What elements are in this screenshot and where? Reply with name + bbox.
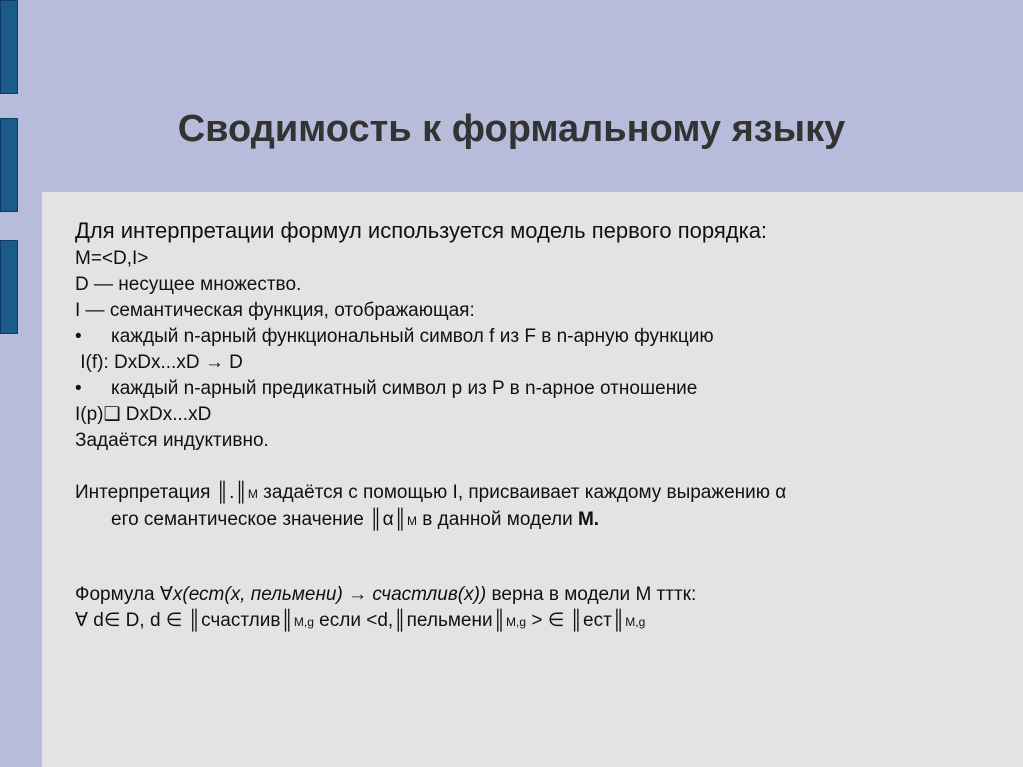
value-text-a: его семантическое значение ║α║ — [111, 509, 408, 530]
interp-text-a: Интерпретация ║.║ — [75, 482, 248, 503]
formula-prefix: Формула — [75, 584, 160, 605]
slide-body — [75, 216, 995, 635]
bullet-item-predicate — [75, 376, 995, 402]
cond-text-c: > ∈ ║ест║ — [526, 610, 626, 631]
slide-title: Сводимость к формальному языку — [177, 108, 846, 150]
interp-text-b: задаётся с помощью I, присваивает каждому выражению α — [257, 482, 787, 503]
interp-sub-a: M — [247, 487, 258, 501]
formula-suffix: верна в модели M тттк: — [486, 584, 697, 605]
line-domain: D — несущее множество. — [75, 274, 302, 295]
model-name: M. — [577, 509, 600, 530]
cond-sub-b: M,g — [506, 615, 527, 629]
line-condition — [75, 608, 995, 635]
line-inductive: Задаётся индуктивно. — [75, 430, 269, 451]
value-text-b: в данной модели — [417, 509, 578, 530]
line-model-intro: Для интерпретации формул используется модель первого порядка: — [75, 218, 768, 243]
formula-expression: ∀x(ест(x, пельмени) → счастлив(x)) — [159, 584, 487, 605]
bullet-item-function — [75, 324, 995, 350]
line-formula — [75, 582, 995, 608]
cond-text-b: если <d,║пельмени║ — [313, 610, 507, 631]
line-model-def: M=<D,I> — [75, 248, 149, 269]
line-semantic-value — [75, 507, 995, 534]
bullet-marker: • — [75, 326, 82, 347]
value-sub: M — [407, 514, 418, 528]
cond-text-a: ∀ d∈ D, d ∈ ║счастлив║ — [75, 610, 294, 631]
cond-sub-a: M,g — [293, 615, 314, 629]
line-function-mapping: I(f): DxDx...xD → D — [75, 352, 243, 373]
left-bar-1 — [0, 0, 18, 94]
bullet-text: каждый n-арный предикатный символ p из P в n-арное отношение — [111, 378, 698, 399]
line-interpretation — [75, 480, 995, 507]
left-bar-3 — [0, 240, 18, 334]
bullet-marker: • — [75, 378, 82, 399]
bullet-text: каждый n-арный функциональный символ f из F в n-арную функцию — [111, 326, 714, 347]
line-semantic-function: I — семантическая функция, отображающая: — [75, 300, 475, 321]
line-predicate-mapping: I(p)❑ DxDx...xD — [75, 404, 212, 425]
cond-sub-c: M,g — [625, 615, 646, 629]
